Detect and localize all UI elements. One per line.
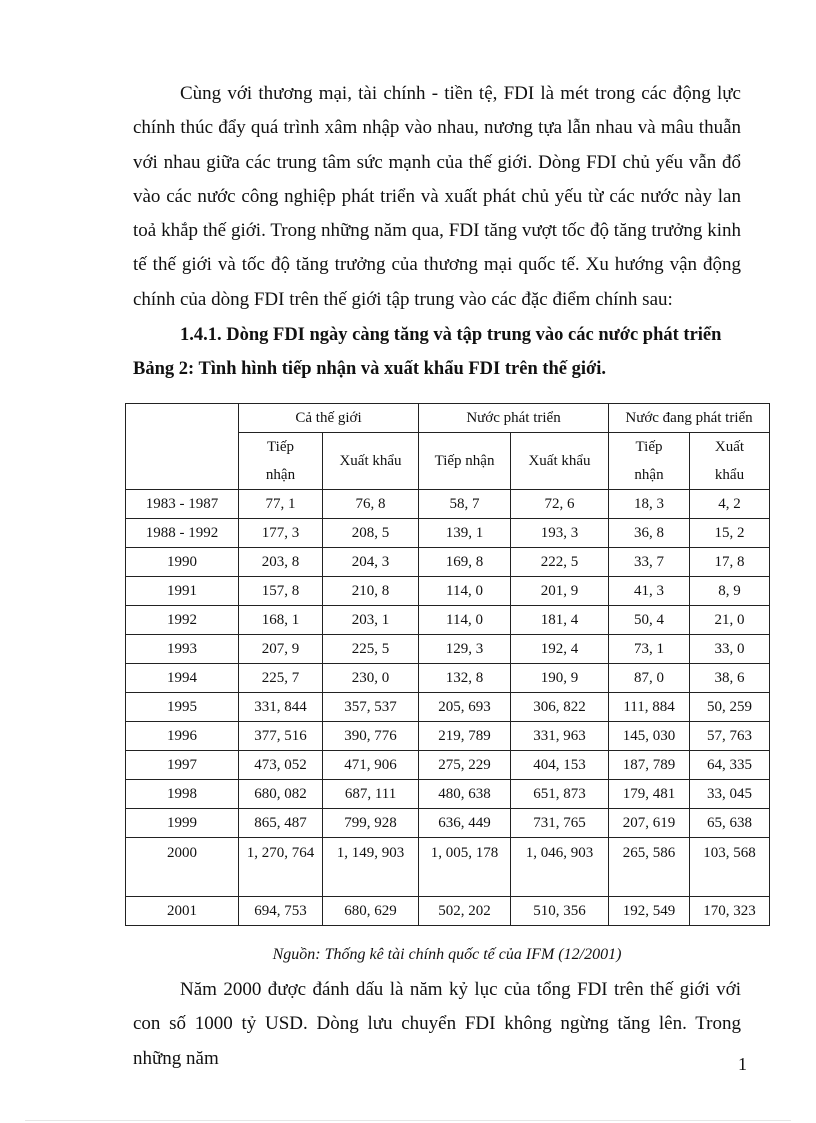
- table-row: [126, 809, 770, 838]
- value-cell: 1, 005, 178: [419, 838, 511, 897]
- value-cell: 21, 0: [690, 606, 770, 635]
- table-group-header-row: [126, 404, 770, 433]
- value-cell: 201, 9: [511, 577, 609, 606]
- value-cell: 331, 844: [239, 693, 323, 722]
- year-cell: 2000: [126, 838, 239, 897]
- value-cell: 219, 789: [419, 722, 511, 751]
- value-cell: 207, 9: [239, 635, 323, 664]
- value-cell: 331, 963: [511, 722, 609, 751]
- value-cell: 210, 8: [323, 577, 419, 606]
- value-cell: 502, 202: [419, 897, 511, 926]
- subheader-cell: Tiếp nhận: [609, 433, 690, 490]
- year-cell: 1995: [126, 693, 239, 722]
- value-cell: 208, 5: [323, 519, 419, 548]
- year-cell: 1999: [126, 809, 239, 838]
- year-cell: 1996: [126, 722, 239, 751]
- value-cell: 169, 8: [419, 548, 511, 577]
- closing-paragraph-text: Năm 2000 được đánh dấu là năm kỷ lục của tổng FDI trên thế giới với con số 1000 tỷ USD. Dòng lưu chuyển FDI không ngừng tăng lên. Trong những năm: [133, 979, 741, 1069]
- value-cell: 73, 1: [609, 635, 690, 664]
- table-row: [126, 635, 770, 664]
- value-cell: 404, 153: [511, 751, 609, 780]
- value-cell: 687, 111: [323, 780, 419, 809]
- value-cell: 357, 537: [323, 693, 419, 722]
- value-cell: 306, 822: [511, 693, 609, 722]
- value-cell: 179, 481: [609, 780, 690, 809]
- intro-paragraph-text: Cùng với thương mại, tài chính - tiền tệ, FDI là mét trong các động lực chính thúc đẩy quá trình xâm nhập vào nhau, nương tựa lẫn nhau và mâu thuẫn với nhau giữa các trung tâm sức mạnh của thế giới. Dòng FDI chủ yếu vẫn đổ vào các nước công nghiệp phát triển và xuất phát chủ yếu từ các nước này lan toả khắp thế giới. Trong những năm qua, FDI tăng vượt tốc độ tăng trưởng kinh tế thế giới và tốc độ tăng trưởng của thương mại quốc tế. Xu hướng vận động chính của dòng FDI trên thế giới tập trung vào các đặc điểm chính sau:: [133, 83, 741, 310]
- year-header-cell: [126, 404, 239, 490]
- value-cell: 680, 629: [323, 897, 419, 926]
- value-cell: 731, 765: [511, 809, 609, 838]
- value-cell: 170, 323: [690, 897, 770, 926]
- table-row: [126, 664, 770, 693]
- year-cell: 1988 - 1992: [126, 519, 239, 548]
- value-cell: 390, 776: [323, 722, 419, 751]
- value-cell: 58, 7: [419, 490, 511, 519]
- section-heading: 1.4.1. Dòng FDI ngày càng tăng và tập trung vào các nước phát triển: [180, 325, 722, 345]
- table-body: [126, 490, 770, 926]
- value-cell: 77, 1: [239, 490, 323, 519]
- intro-paragraph: [133, 77, 741, 317]
- value-cell: 145, 030: [609, 722, 690, 751]
- value-cell: 510, 356: [511, 897, 609, 926]
- value-cell: 57, 763: [690, 722, 770, 751]
- value-cell: 33, 7: [609, 548, 690, 577]
- closing-paragraph: [133, 973, 741, 1076]
- value-cell: 72, 6: [511, 490, 609, 519]
- table-row: [126, 548, 770, 577]
- year-cell: 1997: [126, 751, 239, 780]
- subheader-cell: Tiếp nhận: [419, 433, 511, 490]
- value-cell: 480, 638: [419, 780, 511, 809]
- table-row: [126, 490, 770, 519]
- year-cell: 1998: [126, 780, 239, 809]
- value-cell: 651, 873: [511, 780, 609, 809]
- value-cell: 1, 149, 903: [323, 838, 419, 897]
- subheader-cell: Tiếp nhận: [239, 433, 323, 490]
- value-cell: 114, 0: [419, 577, 511, 606]
- source-caption: Nguồn: Thống kê tài chính quốc tế của IFM (12/2001): [272, 946, 622, 963]
- subheader-cell: Xuất khẩu: [323, 433, 419, 490]
- subheader-cell: Xuất khẩu: [690, 433, 770, 490]
- value-cell: 36, 8: [609, 519, 690, 548]
- value-cell: 203, 1: [323, 606, 419, 635]
- table-row: [126, 519, 770, 548]
- group-header-world: Cả thế giới: [239, 404, 419, 433]
- page-bottom-rule: [25, 1120, 791, 1121]
- table-row: [126, 577, 770, 606]
- table-row: [126, 897, 770, 926]
- value-cell: 225, 5: [323, 635, 419, 664]
- value-cell: 87, 0: [609, 664, 690, 693]
- value-cell: 15, 2: [690, 519, 770, 548]
- group-header-developing: Nước đang phát triển: [609, 404, 770, 433]
- year-cell: 1991: [126, 577, 239, 606]
- value-cell: 50, 259: [690, 693, 770, 722]
- value-cell: 1, 270, 764: [239, 838, 323, 897]
- value-cell: 222, 5: [511, 548, 609, 577]
- value-cell: 157, 8: [239, 577, 323, 606]
- table-row: [126, 751, 770, 780]
- value-cell: 207, 619: [609, 809, 690, 838]
- value-cell: 193, 3: [511, 519, 609, 548]
- value-cell: 190, 9: [511, 664, 609, 693]
- value-cell: 41, 3: [609, 577, 690, 606]
- value-cell: 799, 928: [323, 809, 419, 838]
- value-cell: 865, 487: [239, 809, 323, 838]
- value-cell: 4, 2: [690, 490, 770, 519]
- value-cell: 111, 884: [609, 693, 690, 722]
- value-cell: 139, 1: [419, 519, 511, 548]
- value-cell: 636, 449: [419, 809, 511, 838]
- table-row: [126, 722, 770, 751]
- value-cell: 65, 638: [690, 809, 770, 838]
- year-cell: 1990: [126, 548, 239, 577]
- value-cell: 38, 6: [690, 664, 770, 693]
- value-cell: 377, 516: [239, 722, 323, 751]
- table-row: [126, 606, 770, 635]
- value-cell: 680, 082: [239, 780, 323, 809]
- table-row: [126, 693, 770, 722]
- value-cell: 473, 052: [239, 751, 323, 780]
- value-cell: 8, 9: [690, 577, 770, 606]
- table-row: [126, 838, 770, 897]
- year-cell: 2001: [126, 897, 239, 926]
- value-cell: 103, 568: [690, 838, 770, 897]
- value-cell: 1, 046, 903: [511, 838, 609, 897]
- value-cell: 76, 8: [323, 490, 419, 519]
- value-cell: 204, 3: [323, 548, 419, 577]
- value-cell: 129, 3: [419, 635, 511, 664]
- year-cell: 1992: [126, 606, 239, 635]
- value-cell: 205, 693: [419, 693, 511, 722]
- value-cell: 192, 4: [511, 635, 609, 664]
- value-cell: 17, 8: [690, 548, 770, 577]
- value-cell: 225, 7: [239, 664, 323, 693]
- table-title: Bảng 2: Tình hình tiếp nhận và xuất khẩu FDI trên thế giới.: [133, 359, 607, 379]
- value-cell: 203, 8: [239, 548, 323, 577]
- value-cell: 132, 8: [419, 664, 511, 693]
- year-cell: 1993: [126, 635, 239, 664]
- value-cell: 177, 3: [239, 519, 323, 548]
- value-cell: 181, 4: [511, 606, 609, 635]
- year-cell: 1983 - 1987: [126, 490, 239, 519]
- value-cell: 265, 586: [609, 838, 690, 897]
- value-cell: 168, 1: [239, 606, 323, 635]
- value-cell: 192, 549: [609, 897, 690, 926]
- value-cell: 694, 753: [239, 897, 323, 926]
- value-cell: 50, 4: [609, 606, 690, 635]
- value-cell: 230, 0: [323, 664, 419, 693]
- page-number: 1: [738, 1054, 747, 1074]
- value-cell: 18, 3: [609, 490, 690, 519]
- value-cell: 64, 335: [690, 751, 770, 780]
- fdi-table: [125, 403, 770, 926]
- table-row: [126, 780, 770, 809]
- subheader-cell: Xuất khẩu: [511, 433, 609, 490]
- value-cell: 114, 0: [419, 606, 511, 635]
- value-cell: 33, 0: [690, 635, 770, 664]
- group-header-developed: Nước phát triển: [419, 404, 609, 433]
- value-cell: 471, 906: [323, 751, 419, 780]
- year-cell: 1994: [126, 664, 239, 693]
- value-cell: 33, 045: [690, 780, 770, 809]
- value-cell: 275, 229: [419, 751, 511, 780]
- value-cell: 187, 789: [609, 751, 690, 780]
